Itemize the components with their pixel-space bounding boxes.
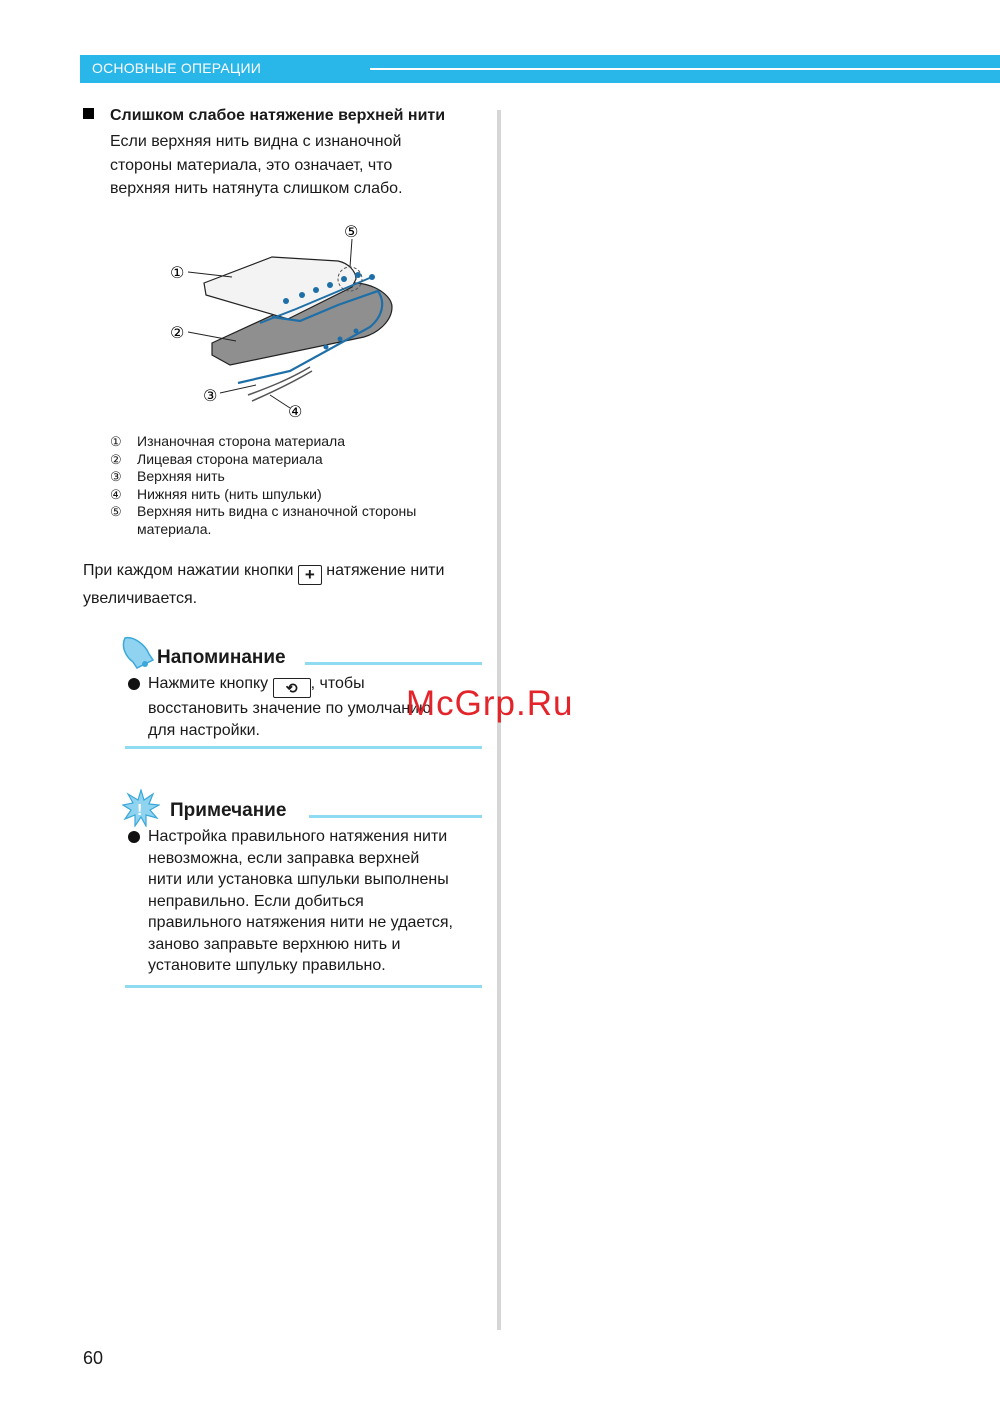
note-title: Примечание [170, 800, 287, 821]
legend-item: ④ Нижняя нить (нить шпульки) [110, 485, 322, 502]
lower-thread [248, 367, 310, 395]
tension-increase-button[interactable]: + [298, 565, 322, 585]
instruction-paragraph: При каждом нажатии кнопки + натяжение нити увеличивается. [83, 562, 445, 607]
lower-thread-2 [252, 371, 312, 401]
legend-item: материала. [137, 520, 212, 537]
reset-button[interactable] [273, 678, 311, 698]
section-heading-text: Слишком слабое натяжение верхней нити [110, 107, 446, 124]
intro-line: верхняя нить натянута слишком слабо. [110, 180, 403, 197]
callout-4: ④ [288, 402, 303, 421]
diagram-legend [110, 433, 416, 538]
legend-item: ② Лицевая сторона материала [110, 450, 323, 467]
callout-2: ② [170, 323, 185, 342]
reminder-bottom-rule [125, 746, 482, 749]
callout-3: ③ [203, 386, 218, 405]
bullet-dot-icon [128, 831, 140, 843]
callout-1: ① [170, 263, 185, 282]
watermark-text: McGrp.Ru [406, 684, 574, 723]
reminder-title-rule [305, 662, 482, 665]
thread-tension-diagram [160, 215, 420, 425]
header-rule [370, 68, 1000, 70]
bell-icon [119, 634, 155, 670]
note-title-rule [309, 815, 482, 818]
reminder-text: Нажмите кнопку ⟲ , чтобы восстановить значение по умолчанию для настройки. [148, 673, 431, 741]
intro-paragraph [110, 130, 403, 201]
svg-text:!: ! [137, 802, 143, 819]
legend-item: ① Изнаночная сторона материала [110, 433, 346, 449]
section-heading [83, 107, 445, 125]
page-number: 60 [83, 1348, 104, 1368]
note-text: Настройка правильного натяжения нити невозможна, если заправка верхней нити или установка шпульки выполнены неправильно. Если добиться правильного натяжения нити не удается, заново заправьте верхнюю нить и установите шпульку правильно. [148, 826, 453, 977]
intro-line: Если верхняя нить видна с изнаночной [110, 133, 402, 150]
section-header-bar [80, 55, 1000, 83]
reminder-title: Напоминание [157, 647, 286, 668]
starburst-icon [122, 789, 160, 827]
reset-icon: ⟲ [285, 680, 298, 696]
legend-item: ⑤ Верхняя нить видна с изнаночной стороны [110, 503, 417, 519]
section-header-title: ОСНОВНЫЕ ОПЕРАЦИИ [92, 60, 261, 76]
note-bottom-rule [125, 985, 482, 988]
intro-line: стороны материала, это означает, что [110, 156, 393, 174]
bullet-dot-icon [128, 678, 140, 690]
square-bullet-icon [83, 108, 94, 119]
legend-item: ③ Верхняя нить [110, 468, 225, 484]
callout-5: ⑤ [344, 222, 359, 241]
